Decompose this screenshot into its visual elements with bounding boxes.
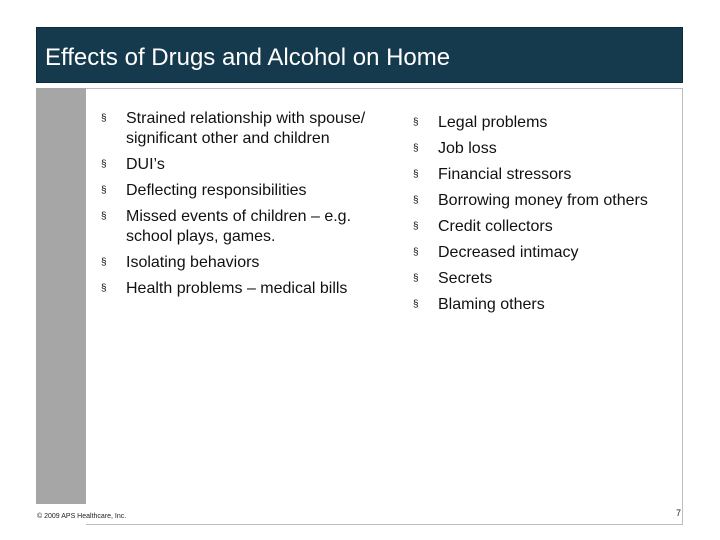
right-bullet-item <box>409 243 689 263</box>
side-accent-bar <box>36 88 86 504</box>
bullet-icon: § <box>413 247 419 258</box>
bullet-icon: § <box>413 299 419 310</box>
bullet-icon: § <box>413 169 419 180</box>
bullet-text: Blaming others <box>438 296 545 313</box>
bullet-text: Borrowing money from others <box>438 192 648 209</box>
bullet-icon: § <box>101 283 107 294</box>
bullet-icon: § <box>413 143 419 154</box>
footer-copyright: © 2009 APS Healthcare, Inc. <box>37 513 127 520</box>
bullet-text: Deflecting responsibilities <box>126 182 307 199</box>
bullet-icon: § <box>101 185 107 196</box>
bullet-icon: § <box>413 195 419 206</box>
bullet-text: Secrets <box>438 270 493 287</box>
bullet-text: DUI’s <box>126 156 165 173</box>
bullet-icon: § <box>101 211 107 222</box>
left-bullet-item <box>97 155 397 175</box>
left-bullet-list <box>97 109 397 305</box>
bullet-icon: § <box>101 159 107 170</box>
right-bullet-item <box>409 217 689 237</box>
bullet-text: Missed events of children – e.g. school plays, games. <box>126 208 352 245</box>
bullet-text: Strained relationship with spouse/ significant other and children <box>126 110 366 147</box>
page-number: 7 <box>676 508 682 518</box>
left-bullet-item <box>97 181 397 201</box>
left-bullet-item <box>97 109 397 149</box>
right-bullet-item <box>409 113 689 133</box>
bullet-icon: § <box>101 113 107 124</box>
bullet-text: Decreased intimacy <box>438 244 579 261</box>
title-bar <box>36 27 683 83</box>
bullet-text: Credit collectors <box>438 218 553 235</box>
bullet-text: Financial stressors <box>438 166 572 183</box>
right-bullet-list <box>409 113 689 321</box>
left-bullet-item <box>97 207 397 247</box>
right-bullet-item <box>409 165 689 185</box>
slide-title: Effects of Drugs and Alcohol on Home <box>45 44 451 71</box>
right-bullet-item <box>409 295 689 315</box>
bullet-text: Isolating behaviors <box>126 254 260 271</box>
right-bullet-item <box>409 191 689 211</box>
bullet-icon: § <box>101 257 107 268</box>
right-bullet-item <box>409 139 689 159</box>
left-bullet-item <box>97 279 397 299</box>
bullet-text: Legal problems <box>438 114 548 131</box>
bullet-text: Health problems – medical bills <box>126 280 348 297</box>
bullet-icon: § <box>413 273 419 284</box>
bullet-icon: § <box>413 117 419 128</box>
bullet-text: Job loss <box>438 140 497 157</box>
bullet-icon: § <box>413 221 419 232</box>
left-bullet-item <box>97 253 397 273</box>
right-bullet-item <box>409 269 689 289</box>
